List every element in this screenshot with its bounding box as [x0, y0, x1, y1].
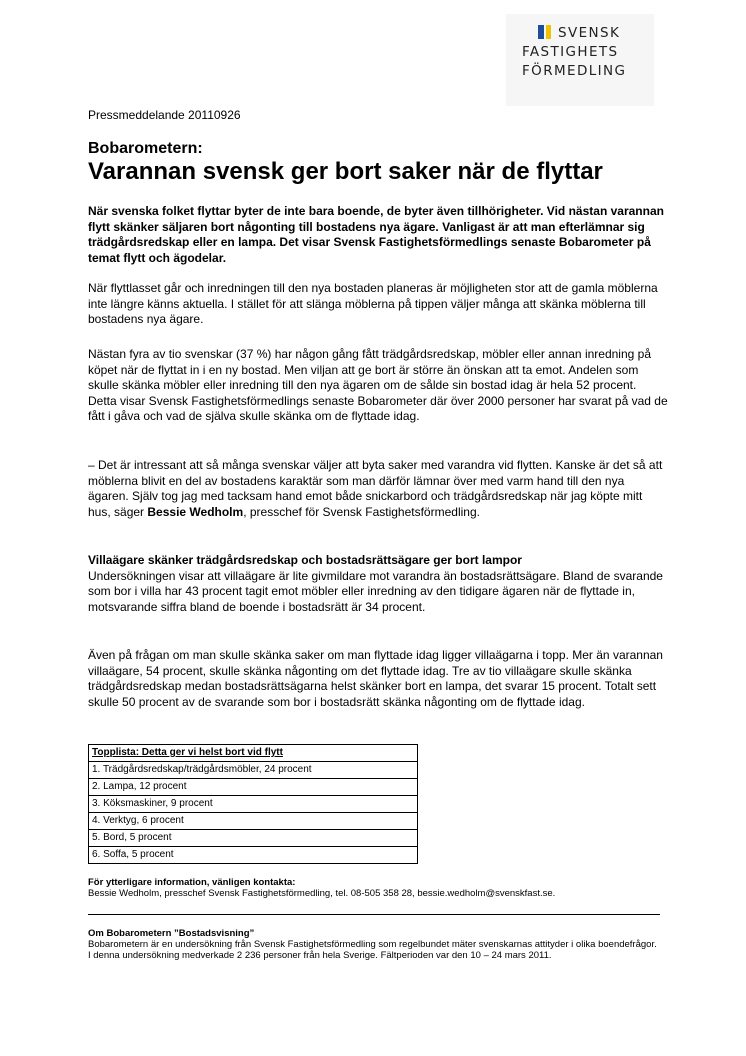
contact-line: Bessie Wedholm, presschef Svensk Fastighetsförmedling, tel. 08-505 358 28, bessie.wedholm@svenskfast.se. — [88, 888, 556, 899]
toplist-item: 1. Trädgårdsredskap/trädgårdsmöbler, 24 procent — [89, 761, 417, 778]
company-logo — [522, 24, 634, 81]
toplist-item: 4. Verktyg, 6 procent — [89, 812, 417, 829]
quote-person-name: Bessie Wedholm — [147, 504, 244, 519]
toplist-item: 2. Lampa, 12 procent — [89, 778, 417, 795]
toplist-item: 6. Soffa, 5 procent — [89, 846, 417, 863]
about-block — [88, 928, 660, 962]
paragraph-1: När flyttlasset går och inredningen till den nya bostaden planeras är möjligheten stor att de gamla möblerna inte längre känns aktuella. I stället för att slänga möblerna på tippen väljer många att skänka möblerna till bostadens nya ägare. — [88, 281, 658, 326]
kicker: Bobarometern: — [88, 140, 203, 157]
toplist-title: Topplista: Detta ger vi helst bort vid flytt — [92, 747, 283, 758]
about-body: Bobarometern är en undersökning från Svensk Fastighetsförmedling som regelbundet mäter svenskarnas attityder i olika boendefrågor. I denna undersökning medverkade 2 236 personer från hela Sverige. Fältperioden var den 10 – 24 mars 2011. — [88, 939, 657, 962]
contact-block — [88, 877, 688, 899]
lead-paragraph: När svenska folket flyttar byter de inte bara boende, de byter även tillhörigheter. Vid nästan varannan flytt skänker säljaren bort någonting till bostadens nya ägare. Vanligast är att man efterlämnar sig trädgårdsredskap eller en lampa. Det visar Svensk Fastighetsförmedlings senaste Bobarometer på temat flytt och ägodelar. — [88, 204, 664, 265]
logo-line-3: FÖRMEDLING — [522, 63, 627, 79]
contact-heading: För ytterligare information, vänligen kontakta: — [88, 877, 296, 888]
about-heading: Om Bobarometern ”Bostadsvisning” — [88, 928, 255, 939]
divider — [88, 914, 660, 915]
quote-tail: , presschef för Svensk Fastighetsförmedling. — [243, 504, 480, 519]
logo-line-1: SVENSK — [558, 25, 621, 41]
logo-line-2: FASTIGHETS — [522, 44, 619, 60]
paragraph-3: Även på frågan om man skulle skänka saker om man flyttade idag ligger villaägarna i topp. Mer än varannan villaägare, 54 procent, skulle skänka någonting om det flyttade idag. Tre av tio villaägare skulle skänka trädgårdsredskap medan bostadsrättsägarna helst skänker bort en lampa, det svarar 15 procent. Totalt sett skulle 50 procent av de svarande som bor i bostadsrätt skänka någonting om de flyttade idag. — [88, 648, 663, 709]
quote-text: – Det är intressant att så många svenskar väljer att byta saker med varandra vid flytten. Kanske är det så att möblerna blivit en del av bostadens karaktär som man därför lämnar över med varm hand till den nya ägaren. Själv tog jag med tacksam hand emot både snickarbord och trädgårdsredskap när jag köpte mitt hus, säger — [88, 458, 663, 519]
toplist-table — [88, 744, 418, 864]
section-paragraph — [88, 553, 668, 615]
section-body: Undersökningen visar att villaägare är lite givmildare mot varandra än bostadsrättsägare. Bland de svarande som bor i villa har 43 procent tagit emot möbler eller inredning av den tidigare ägaren när de flyttade in, motsvarande siffra bland de boende i bostadsrätt är 34 procent. — [88, 568, 663, 614]
press-release-date: Pressmeddelande 20110926 — [88, 108, 241, 122]
section-heading: Villaägare skänker trädgårdsredskap och bostadsrättsägare ger bort lampor — [88, 553, 522, 567]
toplist-item: 3. Köksmaskiner, 9 procent — [89, 795, 417, 812]
page-title: Varannan svensk ger bort saker när de flyttar — [88, 158, 603, 185]
quote-paragraph — [88, 458, 668, 520]
paragraph-2: Nästan fyra av tio svenskar (37 %) har någon gång fått trädgårdsredskap, möbler eller annan inredning på köpet när de flyttat in i en ny bostad. Men viljan att ge bort är större än önskan att ta emot. Andelen som skulle skänka möbler eller inredning till den nya ägaren om de sålde sin bostad idag är hela 52 procent. Detta visar Svensk Fastighetsförmedlings senaste Bobarometer där över 2000 personer har svarat på vad de fått i gåva och vad de själva skulle skänka om de flyttade idag. — [88, 347, 668, 423]
toplist-item: 5. Bord, 5 procent — [89, 829, 417, 846]
